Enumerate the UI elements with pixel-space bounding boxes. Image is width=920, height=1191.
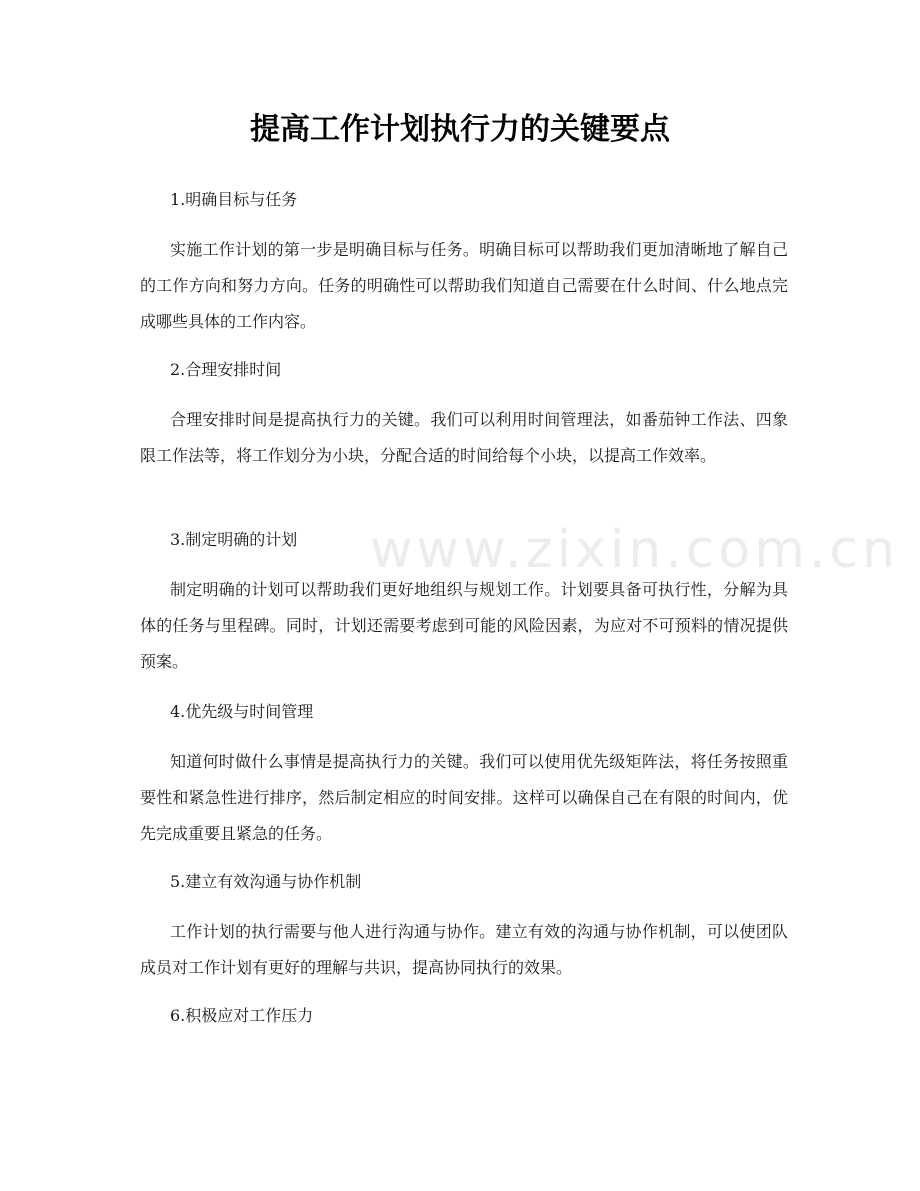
page-title: 提高工作计划执行力的关键要点 bbox=[250, 112, 670, 147]
section-heading-1: 1.明确目标与任务 bbox=[170, 190, 298, 209]
section-heading-5: 5.建立有效沟通与协作机制 bbox=[170, 872, 362, 891]
section-body-5: 工作计划的执行需要与他人进行沟通与协作。建立有效的沟通与协作机制，可以使团队成员对工作计划有更好的理解与共识，提高协同执行的效果。 bbox=[140, 922, 788, 977]
section-heading-2: 2.合理安排时间 bbox=[170, 360, 282, 379]
section-body-3: 制定明确的计划可以帮助我们更好地组织与规划工作。计划要具备可执行性，分解为具体的任务与里程碑。同时，计划还需要考虑到可能的风险因素，为应对不可预料的情况提供预案。 bbox=[140, 580, 788, 671]
section-body-2: 合理安排时间是提高执行力的关键。我们可以利用时间管理法，如番茄钟工作法、四象限工作法等，将工作划分为小块，分配合适的时间给每个小块，以提高工作效率。 bbox=[140, 410, 788, 465]
section-heading-6: 6.积极应对工作压力 bbox=[170, 1006, 314, 1025]
section-heading-4: 4.优先级与时间管理 bbox=[170, 702, 314, 721]
section-body-4: 知道何时做什么事情是提高执行力的关键。我们可以使用优先级矩阵法，将任务按照重要性和紧急性进行排序，然后制定相应的时间安排。这样可以确保自己在有限的时间内，优先完成重要且紧急的任务。 bbox=[140, 752, 788, 843]
section-heading-3: 3.制定明确的计划 bbox=[170, 530, 298, 549]
section-body-1: 实施工作计划的第一步是明确目标与任务。明确目标可以帮助我们更加清晰地了解自己的工作方向和努力方向。任务的明确性可以帮助我们知道自己需要在什么时间、什么地点完成哪些具体的工作内容。 bbox=[140, 240, 788, 331]
watermark: www.zixin.com.cn bbox=[370, 520, 899, 580]
